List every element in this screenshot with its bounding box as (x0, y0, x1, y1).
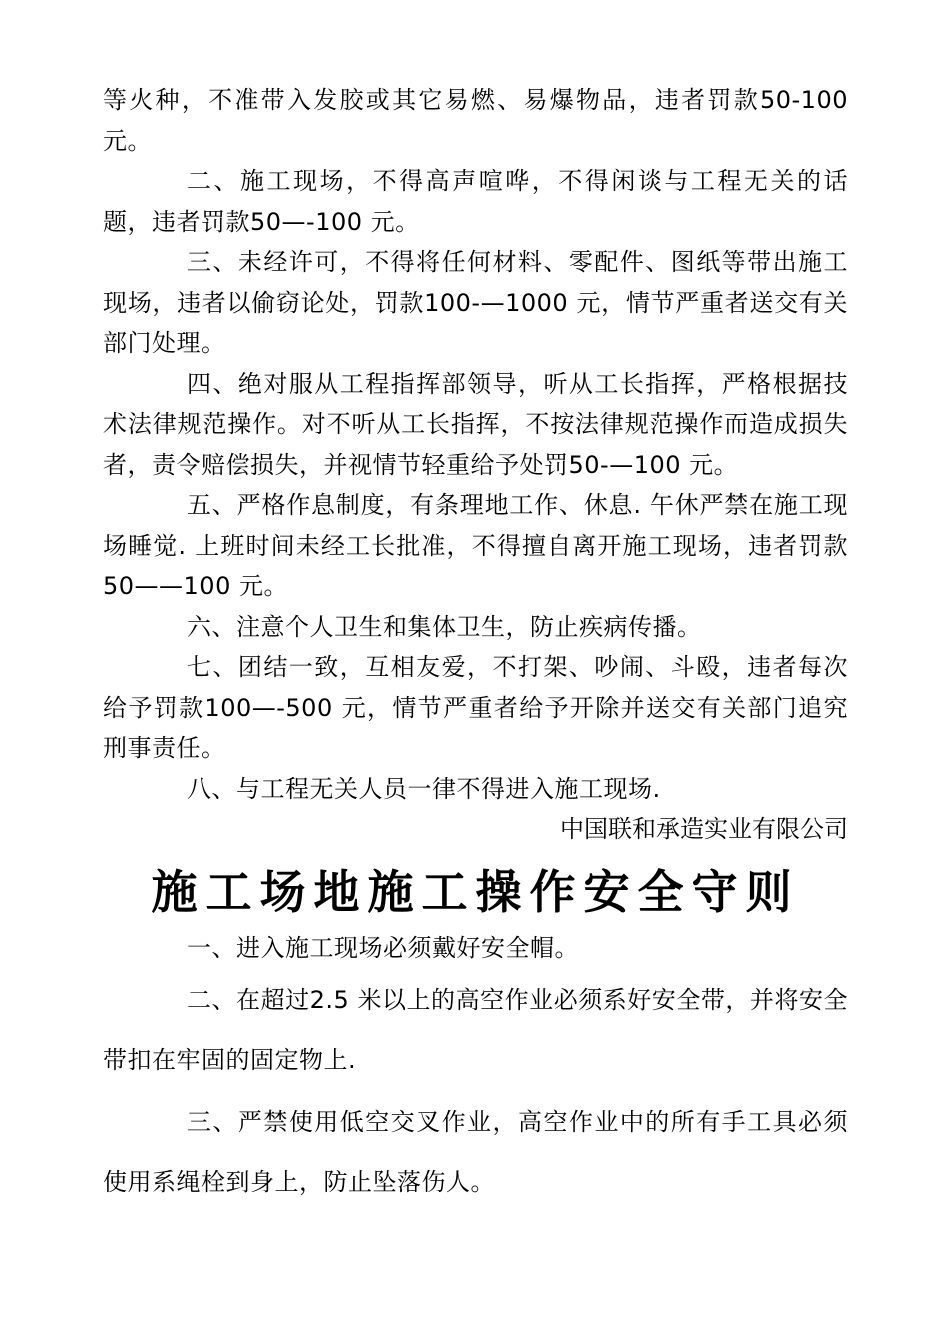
rule-paragraph-continued: 等火种，不准带入发胶或其它易燃、易爆物品，违者罚款50-100 元。 (103, 86, 848, 155)
rule-paragraph-4: 四、绝对服从工程指挥部领导，听从工长指挥，严格根据技术法律规范操作。对不听从工长指挥，不按法律规范操作而造成损失者，责令赔偿损失，并视情节轻重给予处罚50-—100 元。 (103, 369, 848, 479)
rules-section-2 (103, 928, 848, 1212)
safety-rule-3: 三、严禁使用低空交叉作业，高空作业中的所有手工具必须使用系绳栓到身上，防止坠落伤人。 (103, 1107, 848, 1196)
document-title: 施工场地施工操作安全守则 (151, 864, 800, 919)
rule-paragraph-7: 七、团结一致，互相友爱，不打架、吵闹、斗殴，违者每次给予罚款100—-500 元，情节严重者给予开除并送交有关部门追究刑事责任。 (103, 653, 848, 762)
rule-paragraph-2: 二、施工现场，不得高声喧哗，不得闲谈与工程无关的话题，违者罚款50—-100 元。 (103, 167, 848, 236)
rule-paragraph-8: 八、与工程无关人员一律不得进入施工现场. (187, 774, 661, 803)
rule-paragraph-6: 六、注意个人卫生和集体卫生，防止疾病传播。 (187, 612, 702, 641)
document-page (103, 80, 848, 1212)
company-signature: 中国联和承造实业有限公司 (560, 815, 848, 843)
rule-paragraph-5: 五、严格作息制度，有条理地工作、休息. 午休严禁在施工现场睡觉. 上班时间未经工长批准，不得擅自离开施工现场，违者罚款50——100 元。 (103, 491, 848, 600)
safety-rule-2: 二、在超过2.5 米以上的高空作业必须系好安全带，并将安全带扣在牢固的固定物上. (103, 985, 848, 1074)
safety-rule-1: 一、进入施工现场必须戴好安全帽。 (187, 933, 579, 962)
rules-section-1 (103, 80, 848, 809)
rule-paragraph-3: 三、未经许可，不得将任何材料、零配件、图纸等带出施工现场，违者以偷窃论处，罚款100-—1000 元，情节严重者送交有关部门处理。 (103, 248, 848, 357)
